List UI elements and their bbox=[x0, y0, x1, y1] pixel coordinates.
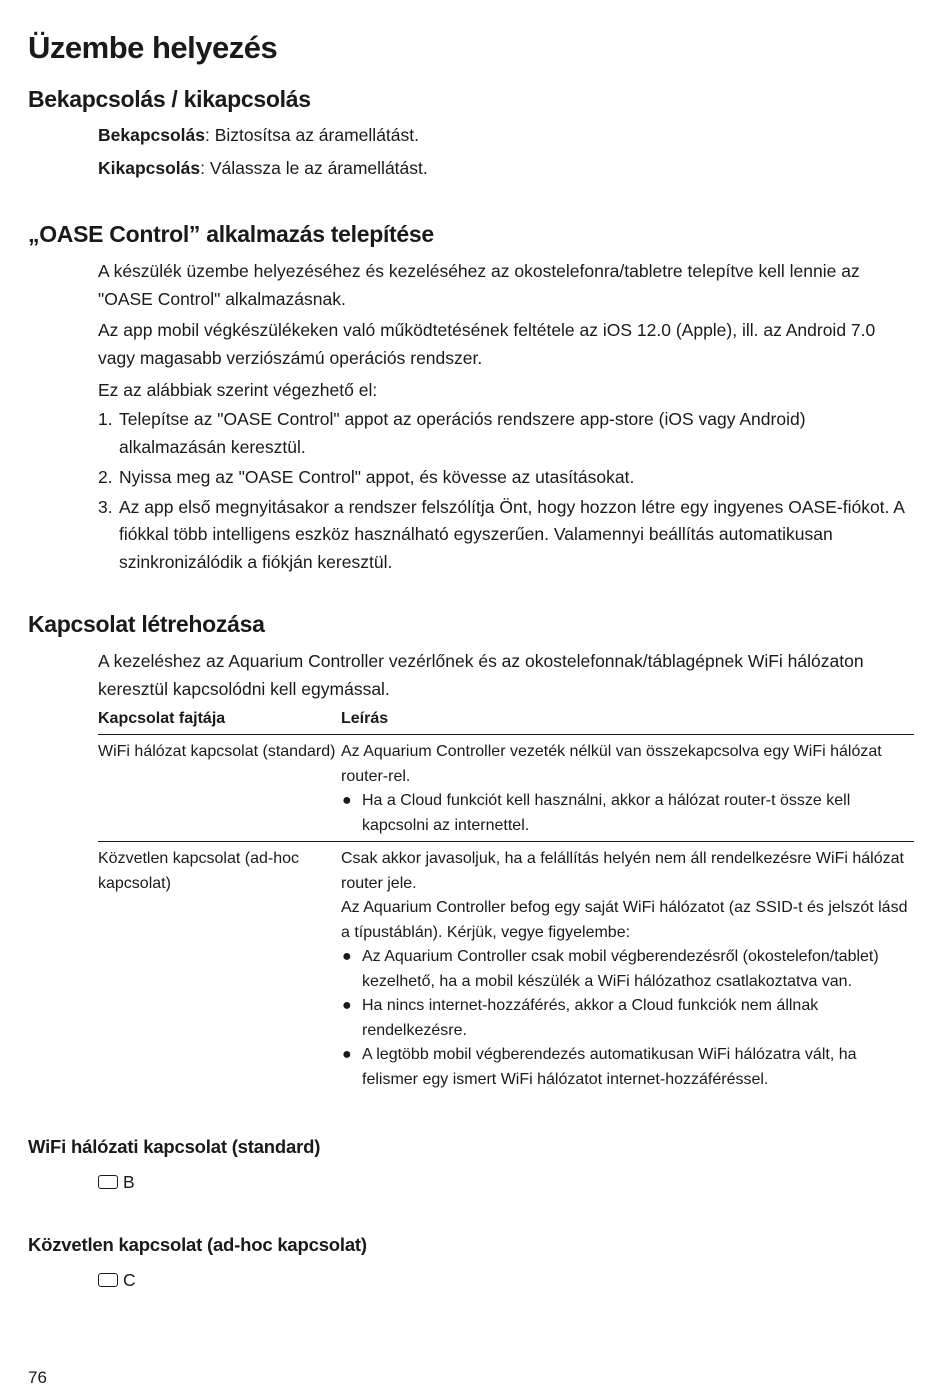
heading-wifi-connection: WiFi hálózati kapcsolat (standard) bbox=[28, 1136, 321, 1157]
connection-type: Közvetlen kapcsolat (ad-hoc kapcsolat) bbox=[98, 850, 299, 892]
power-off-text: : Válassza le az áramellátást. bbox=[200, 158, 428, 178]
step-text: Nyissa meg az "OASE Control" appot, és kövesse az utasításokat. bbox=[119, 466, 635, 487]
install-step bbox=[98, 494, 913, 577]
install-step bbox=[98, 406, 913, 461]
figure-ref-label: B bbox=[123, 1172, 135, 1192]
step-number: 2. bbox=[98, 466, 113, 487]
step-number: 1. bbox=[98, 409, 113, 429]
bullet-dot: ● bbox=[342, 997, 352, 1014]
step-number: 3. bbox=[98, 496, 113, 517]
bullet-text: Az Aquarium Controller csak mobil végberendezésről (okostelefon/tablet) kezelhető, ha a mobil készülék a WiFi hálózathoz csatlakoztatva van. bbox=[362, 948, 879, 990]
bullet-item bbox=[341, 994, 914, 1043]
power-on-text: : Biztosítsa az áramellátást. bbox=[205, 125, 419, 145]
app-para-3: Ez az alábbiak szerint végezhető el: bbox=[98, 380, 378, 400]
heading-direct-connection: Közvetlen kapcsolat (ad-hoc kapcsolat) bbox=[28, 1234, 367, 1255]
connection-desc: Az Aquarium Controller vezeték nélkül van összekapcsolva egy WiFi hálózat router-rel. bbox=[341, 743, 882, 785]
bullet-item bbox=[341, 789, 914, 838]
table-header-row bbox=[98, 710, 914, 735]
bullet-text: Ha nincs internet-hozzáférés, akkor a Cloud funkciók nem állnak rendelkezésre. bbox=[362, 997, 819, 1039]
page-number: 76 bbox=[28, 1368, 47, 1387]
bullet-dot: ● bbox=[342, 792, 352, 809]
bullet-dot: ● bbox=[342, 948, 352, 965]
connection-desc-cell bbox=[341, 735, 914, 842]
power-on-line bbox=[98, 122, 913, 150]
power-off-line bbox=[98, 155, 913, 183]
table-row bbox=[98, 735, 914, 842]
bullet-item bbox=[341, 1043, 914, 1092]
heading-power: Bekapcsolás / kikapcsolás bbox=[28, 86, 311, 112]
power-off-label: Kikapcsolás bbox=[98, 158, 201, 178]
install-step bbox=[98, 464, 913, 492]
heading-app-install: „OASE Control” alkalmazás telepítése bbox=[28, 221, 434, 247]
table-header-desc: Leírás bbox=[341, 710, 914, 735]
bullet-item bbox=[341, 945, 914, 994]
app-para-1: A készülék üzembe helyezéséhez és kezeléséhez az okostelefonra/tabletre telepítve kell lennie az "OASE Control" alkalmazásnak. bbox=[98, 261, 860, 309]
bullet-text: A legtöbb mobil végberendezés automatikusan WiFi hálózatra vált, ha felismer egy ismert WiFi hálózatot internet-hozzáféréssel. bbox=[362, 1046, 857, 1088]
install-steps bbox=[98, 406, 913, 579]
connection-type: WiFi hálózat kapcsolat (standard) bbox=[98, 735, 341, 842]
step-text: Az app első megnyitásakor a rendszer felszólítja Önt, hogy hozzon létre egy ingyenes OASE-fiókot. A fiókkal több intelligens eszköz használható egyszerűen. Valamennyi beállítás automatikusan szinkronizálódik a fiókján keresztül. bbox=[119, 496, 905, 572]
bullet-text: Ha a Cloud funkciót kell használni, akkor a hálózat router-t össze kell kapcsolni az internettel. bbox=[362, 792, 851, 834]
connection-para: A kezeléshez az Aquarium Controller vezérlőnek és az okostelefonnak/táblagépnek WiFi hálózaton keresztül kapcsolódni kell egymással. bbox=[98, 651, 864, 699]
connection-desc-cell bbox=[341, 842, 914, 1096]
table-header-type: Kapcsolat fajtája bbox=[98, 710, 341, 735]
figure-reference-c[interactable] bbox=[98, 1268, 136, 1292]
figure-ref-label: C bbox=[123, 1270, 136, 1290]
figure-reference-b[interactable] bbox=[98, 1170, 135, 1194]
table-row bbox=[98, 842, 914, 1096]
figure-box-icon bbox=[98, 1175, 118, 1189]
figure-box-icon bbox=[98, 1273, 118, 1287]
heading-connection: Kapcsolat létrehozása bbox=[28, 611, 265, 637]
connection-table bbox=[98, 710, 914, 1095]
power-on-label: Bekapcsolás bbox=[98, 125, 206, 145]
bullet-dot: ● bbox=[342, 1046, 352, 1063]
connection-desc-2: Az Aquarium Controller befog egy saját WiFi hálózatot (az SSID-t és jelszót lásd a típustáblán). Kérjük, vegye figyelembe: bbox=[341, 899, 908, 941]
app-para-2: Az app mobil végkészülékeken való működtetésének feltétele az iOS 12.0 (Apple), ill. az Android 7.0 vagy magasabb verziószámú operációs rendszer. bbox=[98, 320, 876, 368]
connection-desc: Csak akkor javasoljuk, ha a felállítás helyén nem áll rendelkezésre WiFi hálózat router jele. bbox=[341, 850, 904, 892]
step-text: Telepítse az "OASE Control" appot az operációs rendszere app-store (iOS vagy Android) alkalmazásán keresztül. bbox=[119, 409, 806, 457]
page-title: Üzembe helyezés bbox=[28, 30, 278, 65]
